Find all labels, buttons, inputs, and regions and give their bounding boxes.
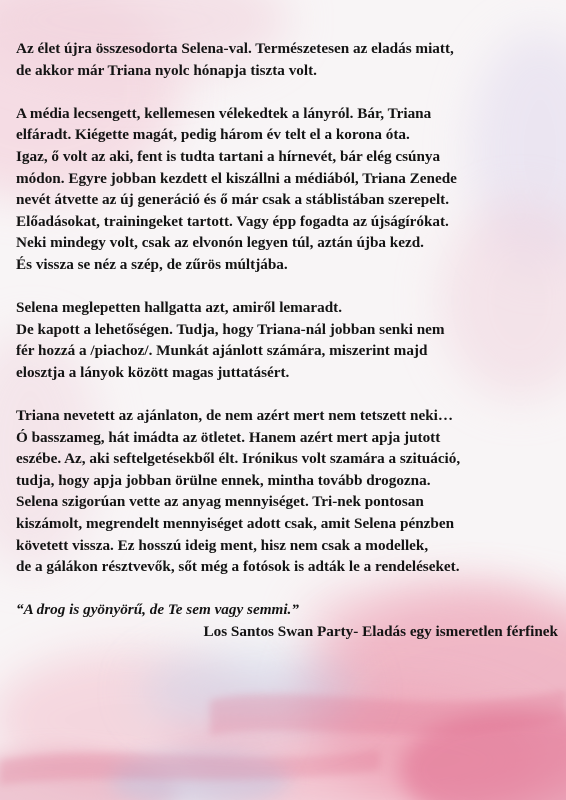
text-line: Triana nevetett az ajánlaton, de nem azért mert nem tetszett neki… [16, 407, 454, 425]
text-line: És vissza se néz a szép, de zűrös múltjába. [16, 255, 288, 273]
closing-quote: “A drog is gyönyörű, de Te sem vagy semmi.” [16, 601, 299, 619]
paragraph-2 [16, 103, 564, 276]
text-line: fér hozzá a /piachoz/. Munkát ajánlott számára, miszerint majd [16, 342, 428, 360]
text-line: Igaz, ő volt az aki, fent is tudta tartani a hírnevét, bár elég csúnya [16, 147, 441, 165]
text-line: nevét átvette az új generáció és ő már csak a stáblistában szerepelt. [16, 191, 450, 209]
text-line: elfáradt. Kiégette magát, pedig három év telt el a korona óta. [16, 126, 410, 144]
text-line: Előadásokat, trainingeket tartott. Vagy épp fogadta az újságírókat. [16, 212, 449, 230]
text-line: módon. Egyre jobban kezdett el kiszállni a médiából, Triana Zenede [16, 169, 457, 187]
text-line: követett vissza. Ez hosszú ideig ment, hisz nem csak a modellek, [16, 536, 429, 554]
text-line: elosztja a lányok között magas juttatásért. [16, 363, 290, 381]
paragraph-1 [16, 38, 564, 81]
text-line: kiszámolt, megrendelt mennyiséget adott csak, amit Selena pénzben [16, 515, 455, 533]
text-line: Neki mindegy volt, csak az elvonón legyen túl, aztán újba kezd. [16, 234, 424, 252]
signature-line: Los Santos Swan Party- Eladás egy ismeretlen férfinek [203, 623, 558, 641]
text-line: Selena szigorúan vette az anyag mennyiséget. Tri-nek pontosan [16, 493, 424, 511]
text-line: tudja, hogy apja jobban örülne ennek, mintha tovább drogozna. [16, 471, 431, 489]
document-body [16, 38, 564, 643]
text-line: eszébe. Az, aki seftelgetésekből élt. Irónikus volt szamára a szituáció, [16, 450, 461, 468]
text-line: Az élet újra összesodorta Selena-val. Természetesen az eladás miatt, [16, 40, 454, 57]
text-line: Selena meglepetten hallgatta azt, amiről lemaradt. [16, 299, 343, 317]
text-line: De kapott a lehetőségen. Tudja, hogy Triana-nál jobban senki nem [16, 320, 445, 338]
text-line: A média lecsengett, kellemesen vélekedtek a lányról. Bár, Triana [16, 104, 432, 122]
text-line: Ó basszameg, hát imádta az ötletet. Hanem azért mert apja jutott [16, 428, 441, 446]
text-line: de a gálákon résztvevők, sőt még a fotósok is adták le a rendeléseket. [16, 558, 460, 576]
paragraph-3 [16, 297, 564, 383]
closing-block [16, 599, 564, 642]
paragraph-4 [16, 405, 564, 578]
text-line: de akkor már Triana nyolc hónapja tiszta volt. [16, 61, 317, 79]
